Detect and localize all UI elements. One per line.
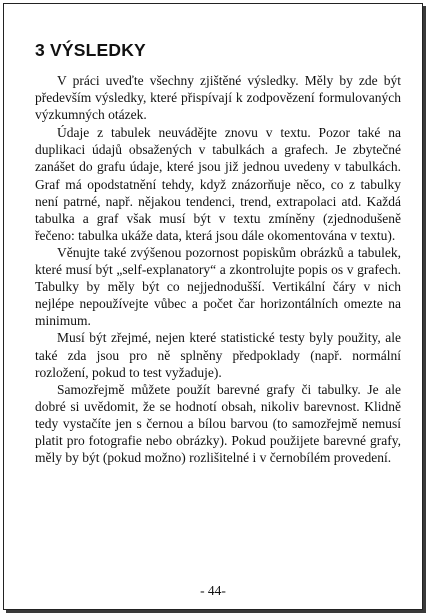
paragraph-5: Samozřejmě můžete použít barevné grafy či tabulky. Je ale dobré si uvědomit, že se hodnotí obsah, nikoliv barevnost. Klidně tedy vystačíte jen s černou a bílou barvou (to samozřejmě nemusí platit pro fotografie nebo obrázky). Pokud použijete barevné grafy, měly by být (pokud možno) rozlišitelné i v černobílém provedení.	[35, 381, 401, 466]
chapter-heading: 3 VÝSLEDKY	[35, 40, 146, 60]
page-content	[35, 39, 401, 466]
paragraph-3: Věnujte také zvýšenou pozornost popiskům obrázků a tabulek, které musí být „self-explanatory“ a zkontrolujte popis os v grafech. Tabulky by měly být co nejjednodušší. Vertikální čáry v nich nejlépe nepoužívejte vůbec a počet čar horizontálních omezte na minimum.	[35, 244, 401, 329]
page-number: - 44-	[200, 583, 226, 598]
paragraph-1: V práci uveďte všechny zjištěné výsledky. Měly by zde být především výsledky, které přispívají k zodpovězení formulovaných výzkumných otázek.	[35, 73, 401, 123]
paragraph-4: Musí být zřejmé, nejen které statistické testy byly použity, ale také zda jsou pro ně splněny předpoklady (např. normální rozložení, pokud to test vyžaduje).	[35, 330, 401, 380]
page-frame	[3, 3, 423, 610]
paragraph-2: Údaje z tabulek neuvádějte znovu v textu. Pozor také na duplikaci údajů obsažených v tabulkách a grafech. Je zbytečné zanášet do grafu údaje, které jsou již jednou uvedeny v tabulkách. Graf má opodstatnění tehdy, když znázorňuje něco, co z tabulky není patrné, např. nějakou tendenci, trend, extrapolaci atd. Každá tabulka a graf však musí být v textu zmíněny (zjednodušeně řečeno: tabulka ukáže data, která jsou dále okomentována v textu).	[35, 125, 401, 243]
